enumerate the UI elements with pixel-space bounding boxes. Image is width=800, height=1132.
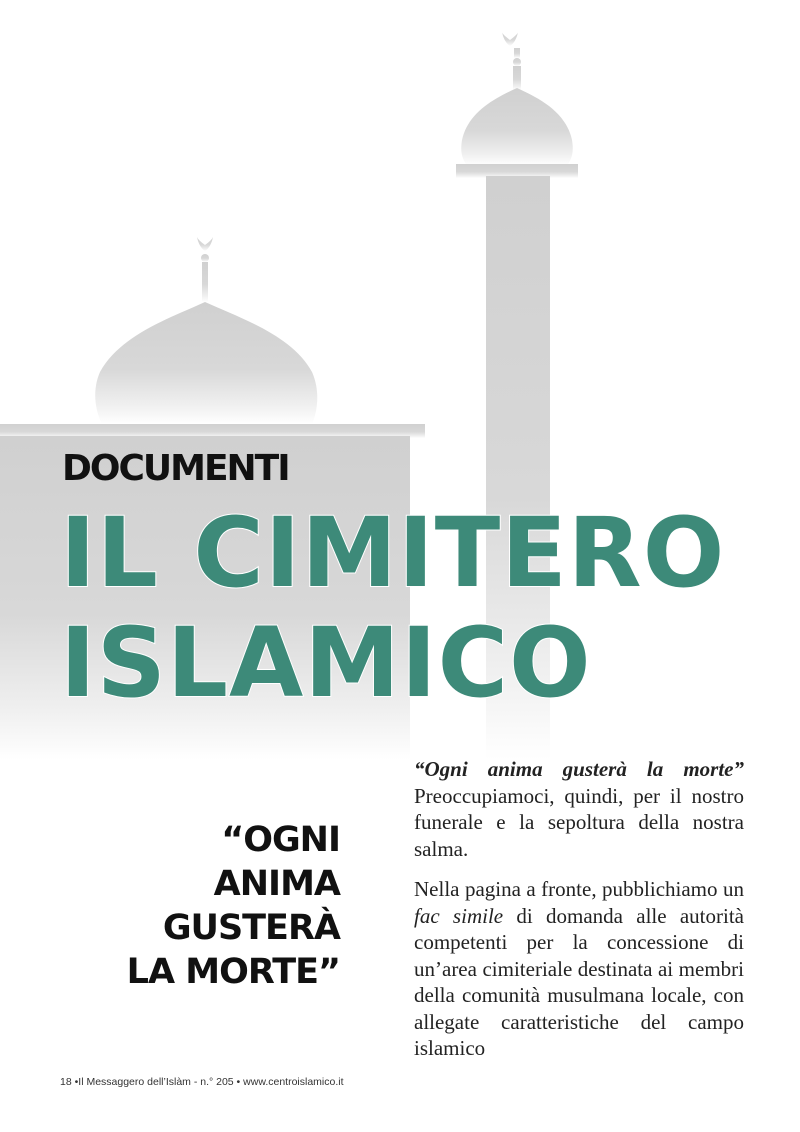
- quote-lead: “Ogni anima gusterà la morte”: [414, 757, 744, 781]
- paragraph-text: di domanda alle autorità competenti per la concessione di un’area cimiteriale destinata ai membri della comunità musulmana locale, con allegate caratteristiche del campo islamico: [414, 903, 744, 1060]
- website-link[interactable]: www.centroislamico.it: [243, 1076, 344, 1088]
- pull-quote-line: GUSTERÀ: [162, 908, 340, 948]
- page-number: 18: [60, 1076, 72, 1088]
- article-paragraph-2: [414, 876, 744, 1062]
- pull-quote-line: ANIMA: [213, 864, 340, 904]
- paragraph-text: Preoccupiamoci, quindi, per il nostro funerale e la sepoltura della nostra salma.: [414, 783, 744, 861]
- paragraph-text: Nella pagina a fronte, pubblichiamo un: [414, 877, 744, 901]
- italic-term: fac simile: [414, 903, 504, 928]
- pull-quote-line: “OGNI: [221, 820, 340, 860]
- article-body: [414, 756, 744, 1076]
- page-footer: [60, 1076, 344, 1088]
- pull-quote-line: LA MORTE”: [126, 952, 340, 992]
- publication-info: •Il Messaggero dell’Islàm - n.° 205 •: [74, 1076, 241, 1088]
- article-title-line-1: IL CIMITERO: [60, 497, 726, 609]
- section-label: DOCUMENTI: [62, 448, 289, 489]
- article-paragraph-1: [414, 756, 744, 862]
- article-title-line-2: ISLAMICO: [60, 607, 592, 719]
- pull-quote: [40, 818, 340, 994]
